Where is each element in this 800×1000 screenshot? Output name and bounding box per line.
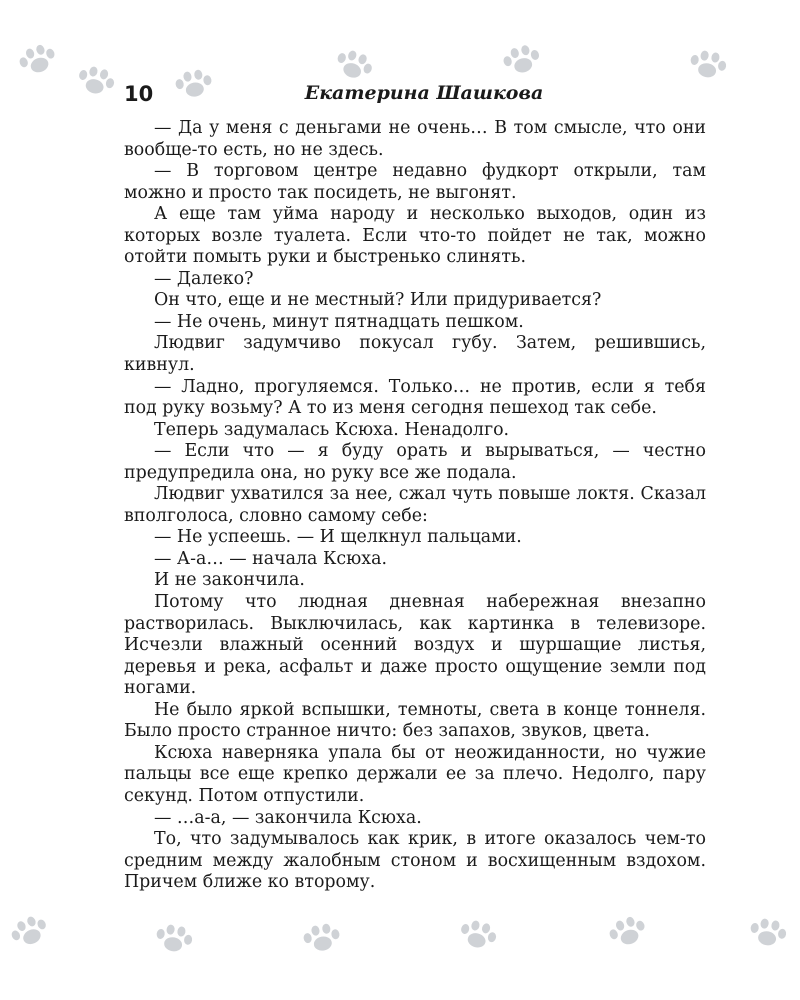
paw-print-icon [2,910,55,956]
body-text [124,118,706,894]
page-number: 10 [124,82,154,106]
paw-print-icon [682,46,731,83]
paragraph: Он что, еще и не местный? Или придуривается? [154,290,602,311]
paragraph: — В торговом центре недавно фудкорт открыли, там можно и просто так посидеть, не выгонят. [124,161,706,203]
paragraph: — Если что — я буду орать и вырываться, — честно предупредила она, но руку все же подала. [124,441,706,483]
paragraph: — Не успеешь. — И щелкнул пальцами. [154,527,522,548]
paragraph: Не было яркой вспышки, темноты, света в конце тоннеля. Было просто странное ничто: без запахов, звуков, цвета. [124,699,706,742]
paragraph: Людвиг ухватился за нее, сжал чуть повыше локтя. Сказал вполголоса, словно самому себе: [124,484,706,526]
paragraph: — …а-а, — закончила Ксюха. [154,807,422,828]
running-title: Екатерина Шашкова [304,82,544,104]
paragraph: — Далеко? [154,268,254,289]
paw-print-icon [495,41,545,81]
paragraph: — Ладно, прогуляемся. Только… не против, если я тебя под руку возьму? А то из меня сегодня пешеход так себе. [124,376,706,419]
paragraph: — А-а… — начала Ксюха. [154,548,387,569]
paragraph: Теперь задумалась Ксюха. Ненадолго. [154,419,510,440]
paragraph: А еще там уйма народу и несколько выходов, один из которых возле туалета. Если что-то пойдет не так, можно отойти помыть руки и быстренько слинять. [124,204,706,268]
paragraph: — Да у меня с деньгами не очень… В том смысле, что они вообще-то есть, но не здесь. [124,118,706,160]
paragraph: Ксюха наверняка упала бы от неожиданности, но чужие пальцы все еще крепко держали ее за плечо. Недолго, пару секунд. Потом отпустили. [124,742,706,806]
paw-print-icon [296,920,345,957]
paw-print-icon [742,914,791,951]
page-header [124,82,704,112]
paragraph: И не закончила. [154,570,305,591]
paragraph: Людвиг задумчиво покусал губу. Затем, решившись, кивнул. [124,333,706,376]
paragraph: Потому что людная дневная набережная внезапно растворилась. Выключилась, как картинка в телевизоре. Исчезли влажный осенний воздух и шуршащие листья, деревья и река, асфальт и даже просто ощущение земли под ногами. [124,592,706,699]
paw-print-icon [326,43,378,86]
paw-print-icon [69,61,119,101]
paw-print-icon [10,39,62,82]
paragraph: То, что задумывалось как крик, в итоге оказалось чем-то средним между жалобным стоном и восхищенным вздохом. Причем ближе ко второму. [124,829,706,893]
paw-print-icon [600,911,652,954]
paw-print-icon [148,920,197,957]
paragraph: — Не очень, минут пятнадцать пешком. [154,311,524,332]
paw-print-icon [451,915,501,955]
